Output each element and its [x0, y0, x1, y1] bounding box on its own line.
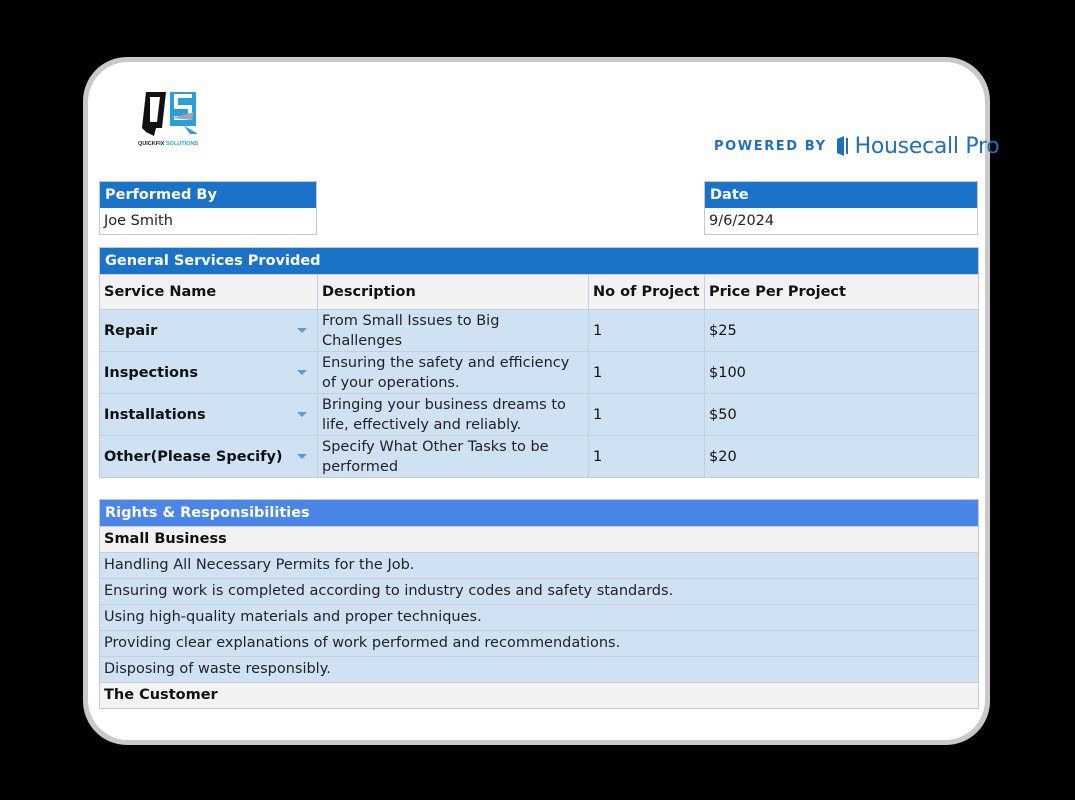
column-header-description: Description — [318, 275, 589, 309]
service-name-value: Inspections — [104, 364, 198, 381]
list-item[interactable]: Disposing of waste responsibly. — [100, 656, 978, 682]
table-row — [100, 393, 978, 435]
service-name-dropdown[interactable] — [100, 310, 318, 351]
list-item[interactable]: Ensuring work is completed according to industry codes and safety standards. — [100, 578, 978, 604]
count-cell[interactable]: 1 — [589, 394, 705, 435]
service-name-value: Installations — [104, 406, 206, 423]
date-box — [704, 181, 978, 235]
svg-text:SOLUTIONS: SOLUTIONS — [166, 141, 199, 147]
column-header-price: Price Per Project — [709, 284, 846, 300]
date-field[interactable]: 9/6/2024 — [709, 213, 775, 229]
count-cell[interactable]: 1 — [589, 352, 705, 393]
services-title: General Services Provided — [100, 248, 978, 274]
small-business-subheader: Small Business — [100, 526, 978, 552]
list-item[interactable]: Providing clear explanations of work performed and recommendations. — [100, 630, 978, 656]
table-row — [100, 435, 978, 477]
date-label: Date — [705, 182, 977, 208]
column-header-service-name: Service Name — [100, 275, 318, 309]
service-name-dropdown[interactable] — [100, 436, 318, 477]
service-name-dropdown[interactable] — [100, 352, 318, 393]
service-name-value: Other(Please Specify) — [104, 448, 283, 465]
dropdown-caret-icon[interactable] — [297, 454, 307, 459]
powered-by-branding — [714, 131, 999, 161]
svg-text:QUICKFIX: QUICKFIX — [138, 141, 165, 147]
dropdown-caret-icon[interactable] — [297, 328, 307, 333]
platform-name: Housecall Pro — [854, 133, 1000, 159]
housecall-pro-logo-icon — [836, 135, 849, 157]
price-cell[interactable]: $100 — [709, 364, 746, 381]
table-row — [100, 309, 978, 351]
count-cell[interactable]: 1 — [589, 310, 705, 351]
service-name-dropdown[interactable] — [100, 394, 318, 435]
column-header-count: No of Project — [589, 275, 705, 309]
customer-subheader: The Customer — [100, 682, 978, 708]
price-cell[interactable]: $50 — [709, 406, 737, 423]
services-table — [99, 247, 979, 478]
rights-title: Rights & Responsibilities — [100, 500, 978, 526]
table-row — [100, 351, 978, 393]
list-item[interactable]: Handling All Necessary Permits for the Job. — [100, 552, 978, 578]
description-cell[interactable]: Ensuring the safety and efficiency of your operations. — [318, 352, 589, 393]
dropdown-caret-icon[interactable] — [297, 412, 307, 417]
service-name-value: Repair — [104, 322, 158, 339]
dropdown-caret-icon[interactable] — [297, 370, 307, 375]
performed-by-field[interactable]: Joe Smith — [104, 213, 173, 229]
company-logo-icon — [132, 88, 207, 148]
description-cell[interactable]: Bringing your business dreams to life, effectively and reliably. — [318, 394, 589, 435]
performed-by-box — [99, 181, 317, 235]
count-cell[interactable]: 1 — [589, 436, 705, 477]
description-cell[interactable]: Specify What Other Tasks to be performed — [318, 436, 589, 477]
price-cell[interactable]: $25 — [709, 322, 737, 339]
powered-by-label: POWERED BY — [714, 138, 827, 154]
services-column-headers — [100, 274, 978, 309]
list-item[interactable]: Using high-quality materials and proper techniques. — [100, 604, 978, 630]
price-cell[interactable]: $20 — [709, 448, 737, 465]
performed-by-label: Performed By — [100, 182, 316, 208]
description-cell[interactable]: From Small Issues to Big Challenges — [318, 310, 589, 351]
rights-responsibilities-section — [99, 499, 979, 709]
